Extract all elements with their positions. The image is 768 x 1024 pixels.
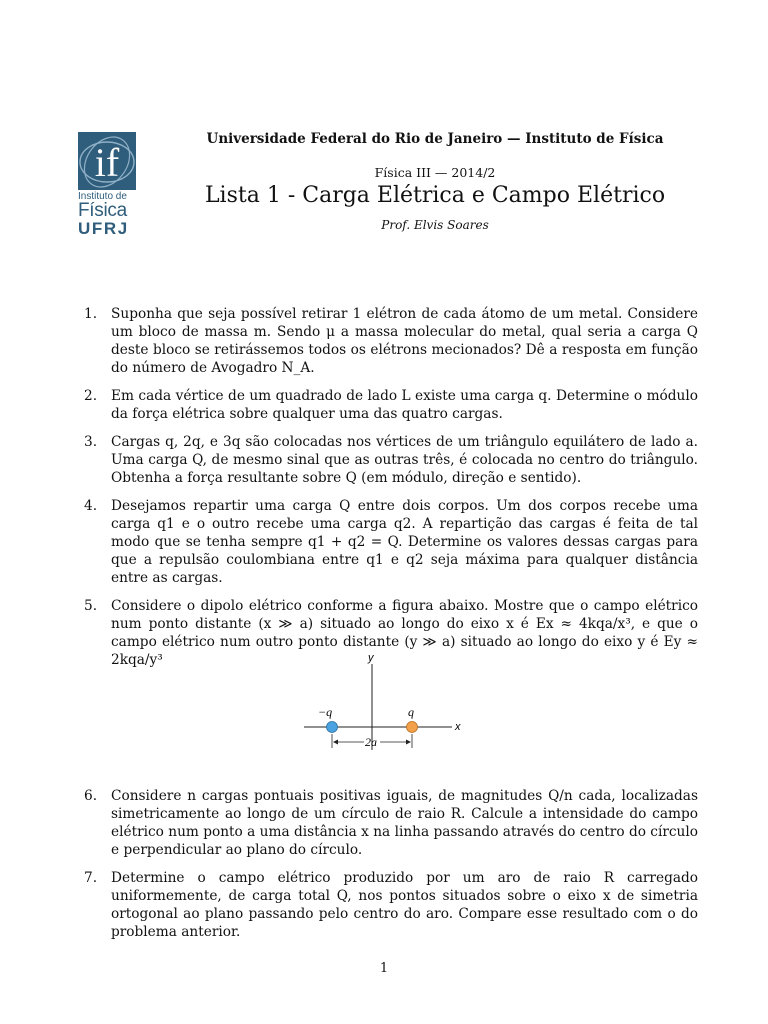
arrowhead-right [406, 740, 411, 745]
positive-charge-label: q [408, 705, 414, 719]
problem-item [84, 387, 698, 423]
problem-number: 7. [84, 870, 98, 886]
problem-number: 5. [84, 598, 98, 614]
logo-symbol: if [94, 140, 120, 185]
problem-text: Suponha que seja possível retirar 1 elétron de cada átomo de um metal. Considere um bloco de massa m. Sendo μ a massa molecular do metal, qual seria a carga Q deste bloco se retirássemos todos os elétrons mecionados? Dê a resposta em função do número de Avogadro N_A. [111, 306, 698, 376]
problem-item [84, 869, 698, 941]
positive-charge [407, 722, 418, 733]
problem-text: Cargas q, 2q, e 3q são colocadas nos vértices de um triângulo equilátero de lado a. Uma carga Q, de mesmo sinal que as outras três, é colocada no centro do triângulo. Obtenha a força resultante sobre Q (em módulo, direção e sentido). [111, 434, 698, 486]
university-heading: Universidade Federal do Rio de Janeiro — Instituto de Física [206, 131, 664, 147]
logo-text-line1: Instituto de [78, 191, 127, 202]
professor-name: Prof. Elvis Soares [381, 218, 489, 232]
problem-text: Determine o campo elétrico produzido por um aro de raio R carregado uniformemente, de carga total Q, nos pontos situados sobre o eixo x de simetria ortogonal ao plano passando pelo centro do aro. Compare esse resultado com o do problema anterior. [111, 870, 698, 940]
page-number: 1 [379, 961, 389, 976]
problem-item [84, 497, 698, 587]
dipole-diagram [300, 646, 470, 758]
problem-number: 3. [84, 434, 98, 450]
institute-logo [78, 132, 138, 240]
y-axis-label: y [368, 652, 374, 664]
problem-list [84, 305, 698, 941]
problem-item [84, 787, 698, 859]
logo-text-line3: UFRJ [78, 219, 129, 238]
problem-text: Em cada vértice de um quadrado de lado L existe uma carga q. Determine o módulo da força elétrica sobre qualquer uma das quatro cargas. [111, 388, 698, 422]
problem-number: 6. [84, 788, 98, 804]
problem-item [84, 305, 698, 377]
problem-item [84, 433, 698, 487]
problem-number: 1. [84, 306, 98, 322]
problem-text: Considere o dipolo elétrico conforme a figura abaixo. Mostre que o campo elétrico num ponto distante (x ≫ a) situado ao longo do eixo x é Ex ≈ 4kqa/x³, e que o campo elétrico num outro ponto distante (y ≫ a) situado ao longo do eixo y é Ey ≈ 2kqa/y³ [111, 598, 698, 668]
negative-charge [327, 722, 338, 733]
dipole-figure [300, 646, 470, 758]
course-heading: Física III — 2014/2 [374, 165, 496, 180]
problem-number: 2. [84, 388, 98, 404]
logo-mark [78, 132, 136, 190]
problem-number: 4. [84, 498, 98, 514]
x-axis-label: x [455, 721, 461, 733]
arrowhead-left [333, 740, 338, 745]
separation-label: 2a [365, 735, 377, 749]
negative-charge-label: −q [318, 705, 333, 719]
problem-text: Desejamos repartir uma carga Q entre dois corpos. Um dos corpos recebe uma carga q1 e o outro recebe uma carga q2. A repartição das cargas é feita de tal modo que se tenha sempre q1 + q2 = Q. Determine os valores dessas cargas para que a repulsão coulombiana entre q1 e q2 seja máxima para qualquer distância entre as cargas. [111, 498, 698, 586]
page-title: Lista 1 - Carga Elétrica e Campo Elétrico [204, 183, 666, 208]
problem-text: Considere n cargas pontuais positivas iguais, de magnitudes Q/n cada, localizadas simetricamente ao longo de um círculo de raio R. Calcule a intensidade do campo elétrico num ponto a uma distância x na linha passando através do centro do círculo e perpendicular ao plano do círculo. [111, 788, 698, 858]
logo-text-line2: Física [78, 200, 127, 221]
logo-graphic [78, 132, 136, 190]
